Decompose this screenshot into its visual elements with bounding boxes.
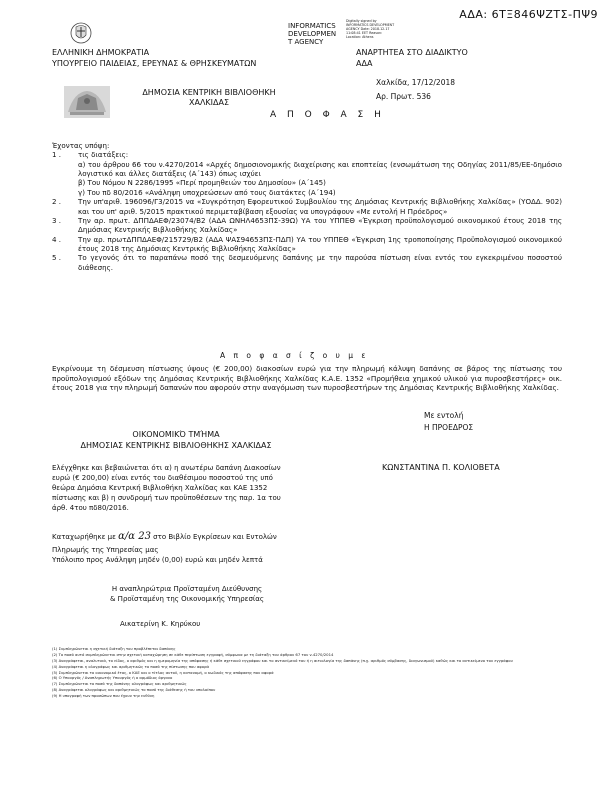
library-logo-icon (64, 86, 110, 118)
registration-block (52, 530, 352, 565)
decision-text: Εγκρίνουμε τη δέσμευση πίστωσης ύψους (€ 200,00) διακοσίων ευρώ για την πληρωμή κάλυψη δαπάνης σε βάρος της πίστωσης του προϋπολογισμού εξόδων της Δημόσιας Κεντρικής Βιβλιοθήκης Χαλκίδας Κ.Α.Ε. 1352 «Προμήθεια χημικού υλικού για πυροσβεστήρες» οικ. έτους 2018 για την πληρωμή δαπανών που αφορούν στην αναγόμωση των πυροσβεστήρων της Δημόσιας Κεντρικής Βιβλιοθήκης Χαλκίδας. (52, 364, 562, 393)
item-number: 1 . (52, 150, 62, 160)
deputy-head-block (92, 584, 282, 604)
item-text: Το γεγονός ότι το παραπάνω ποσό της δεσμευόμενης δαπάνης με την παρούσα πίστωση είναι εντός του εγκεκριμένου ποσοστού διάθεσης. (78, 253, 562, 272)
decision-heading: Α π ο φ α σ ί ζ ο υ μ ε (220, 351, 369, 360)
protocol-number: Αρ. Πρωτ. 536 (376, 91, 431, 101)
library-city-line: ΧΑΛΚΙΔΑΣ (188, 98, 230, 108)
date-protocol (376, 76, 455, 103)
header-authority (52, 48, 256, 70)
verification-text: Ελέγχθηκε και βεβαιώνεται ότι α) η ανωτέρω δαπάνη Διακοσίων ευρώ (€ 200,00) είναι εντός του διαθέσιμου ποσοστού της υπό θεώρα Δημόσια Κεντρική Βιβλιοθήκη Χαλκίδας και ΚΑΕ 1352 πίστωσης και β) η συνδρομή των προϋποθέσεων της παρ. 1α του άρθ. 4του πδ80/2016. (52, 464, 281, 512)
item-number: 3 . (52, 215, 62, 225)
item-number: 2 . (52, 197, 62, 207)
agency-line: INFORMATICS (288, 22, 336, 30)
consideration-item (52, 150, 562, 159)
consideration-item (52, 253, 562, 272)
item-number: 4 . (52, 234, 62, 244)
agency-line: T AGENCY (288, 38, 324, 47)
footnote: (9) Η υπογραφή των προσώπων που έχουν την ευθύνη (52, 693, 155, 698)
registration-prefix: Καταχωρήθηκε με (52, 533, 116, 541)
registration-suffix: στο Βιβλίο Εγκρίσεων και Εντολών (153, 533, 277, 541)
footnote: (1) Συμπληρώνεται η σχετική διάταξη του προβλέπεται δαπάνης (52, 646, 176, 651)
posted-label: ΑΝΑΡΤΗΤΕΑ ΣΤΟ ΔΙΑΔΙΚΤΥΟ (356, 48, 468, 57)
item-text: Την αρ. πρωτ. ΔΠΠΔΑΕΦ/23074/Β2 (ΑΔΑ ΩΝΗΛ4653ΠΣ-39Ω) ΥΑ του ΥΠΠΕΘ «Έγκριση προϋπολογισμού οικονομικού έτους 2018 της Δημόσιας Κεντρικής Βιβλιοθήκης Χαλκίδας» (78, 215, 562, 235)
footnote: (4) Αναγράφεται η ολογράφως και αριθμητικώς το ποσό της πίστωσης που αφορά (52, 663, 210, 669)
financial-service-title: & Προϊσταμένη της Οικονομικής Υπηρεσίας (110, 595, 264, 604)
library-name-line: ΔΗΜΟΣΙΑ ΚΕΝΤΡΙΚΗ ΒΙΒΛΙΟΘΗΚΗ (142, 88, 276, 97)
document-date: Χαλκίδα, 17/12/2018 (376, 78, 456, 87)
agency-line: DEVELOPMEN (288, 30, 337, 39)
item-number: 5 . (52, 253, 62, 263)
sub-item: β) Του Νόμου Ν 2286/1995 «Περί προμηθειών του Δημοσίου» (Α΄145) (78, 178, 326, 188)
footnote: (2) Το ποσό αυτό συμπληρώνεται στην σχετική καταχώρηση σε κάθε περίπτωση εγγραφή, σύμφωνα με τη διάταξη του άρθρου 67 του ν.4270/2014 (52, 651, 334, 657)
item-text: Την υπ'αριθ. 196096/Γ3/2015 να «Συγκρότηση Εφορευτικού Συμβουλίου της Δημόσιας Κεντρικής Βιβλιοθήκης Χαλκίδας» (ΥΟΔΔ. 902) και του υπ' αριθ. 5/2015 πρακτικού περιμεταβίβαση εξουσίας να υπογράφουν «Με εντολή Η Πρόεδρος» (78, 197, 562, 216)
registration-number: α/α 23 (118, 531, 151, 542)
registration-line (52, 530, 352, 545)
greek-emblem-icon (70, 22, 92, 44)
department-name: ΟΙΚΟΝΟΜΙΚΌ ΤΜΉΜΑ (132, 430, 220, 439)
sub-item: γ) Του πδ 80/2016 «Ανάληψη υποχρεώσεων από τους διατάκτες (Α΄194) (78, 187, 336, 197)
signature-agency (288, 22, 336, 46)
footnote: (7) Συμπληρώνεται το ποσό της δαπάνης ολογράφως και αριθμητικώς (52, 681, 187, 687)
payment-service-line: Πληρωμής της Υπηρεσίας μας (52, 545, 159, 554)
posted-online (356, 48, 468, 70)
footnotes (52, 646, 592, 699)
remaining-balance: Υπόλοιπο προς Ανάληψη μηδέν (0,00) ευρώ και μηδέν λεπτά (52, 555, 263, 564)
country-name: ΕΛΛΗΝΙΚΗ ΔΗΜΟΚΡΑΤΙΑ (52, 48, 150, 57)
digital-signature-details: Digitally signed by INFORMATICS DEVELOPMENT AGENCY Date: 2018.12.17 11:08:41 EET Reason: Location: Athens (346, 19, 395, 39)
by-order-label: Με εντολή (424, 411, 464, 420)
posted-ada-label: ΑΔΑ (356, 58, 373, 68)
ada-code: ΑΔΑ: 6ΤΞ846ΨΖΤΣ-ΠΨ9 (459, 8, 598, 21)
deputy-head-title: Η αναπληρώτρια Προϊσταμένη Διεύθυνσης (111, 585, 263, 593)
document-title: Α Π Ο Φ Α Σ Η (270, 110, 385, 120)
deputy-head-name: Αικατερίνη Κ. Κηρύκου (120, 620, 201, 628)
signatory-name: ΚΩΝΣΤΑΝΤΙΝΑ Π. ΚΟΛΙΟΒΕΤΑ (382, 463, 500, 472)
footnote: (5) Συμπληρώνεται το οικονομικό έτος, ο ΚΑΕ και ο τίτλος αυτού, η κατανομή, ο κωδικός της απόφασης που αφορά (52, 669, 274, 675)
consideration-item (52, 197, 562, 216)
considerations (52, 141, 562, 272)
item-text: τις διατάξεις: (78, 150, 129, 160)
signature-block-right (424, 410, 473, 434)
ministry-name: ΥΠΟΥΡΓΕΙΟ ΠΑΙΔΕΙΑΣ, ΕΡΕΥΝΑΣ & ΘΡΗΣΚΕΥΜΑΤΩΝ (52, 58, 257, 68)
sub-item: α) του άρθρου 66 του ν.4270/2014 «Αρχές δημοσιονομικής διαχείρισης και εποπτείας (ενσωμάτωση της Οδηγίας 2011/85/ΕΕ-δημόσιο λογιστικό και άλλες διατάξεις (Α΄143) όπως ισχύει (78, 159, 562, 179)
footnote: (8) Αναγράφεται ολογράφως και αριθμητικώς το ποσό της διάθεσης ή του υπολοίπου (52, 687, 216, 693)
item-text: Την αρ. πρωτΔΠΠΔΑΕΦ/215729/Β2 (ΑΔΑ ΨΑΣ94653ΠΣ-ΠΔΠ) ΥΑ του ΥΠΠΕΘ «Έγκριση 1ης τροποποίησης Προϋπολογισμού οικονομικού έτους 2018 της Δημόσιας Κεντρικής Βιβλιοθήκης Χαλκίδας» (78, 234, 562, 253)
footnote: (6) Ο Υπουργός / Αναπληρωτής Υπουργός ή ο αρμόδιος όργανο (52, 675, 173, 681)
president-label: Η ΠΡΟΕΔΡΟΣ (424, 423, 474, 432)
footnote: (3) Αναγράφεται, αναλυτικά, το είδος, ο αριθμός και η ημερομηνία της απόφασης ή κάθε σχετικού εγγράφου και το αντικείμενό του ή η αιτιολογία της δαπάνης (π.χ. αριθμός σύμβασης, διαγωνισμού) καθώς και το αντικείμενο του εγγράφου (52, 657, 513, 663)
consideration-item (52, 235, 562, 254)
library-name (134, 88, 284, 109)
intro-text: Έχοντας υπόψη: (52, 141, 110, 150)
financial-department (76, 430, 276, 452)
consideration-item (52, 216, 562, 235)
department-library: ΔΗΜΟΣΙΑΣ ΚΕΝΤΡΙΚΗΣ ΒΙΒΛΙΟΘΗΚΗΣ ΧΑΛΚΙΔΑΣ (80, 440, 272, 450)
